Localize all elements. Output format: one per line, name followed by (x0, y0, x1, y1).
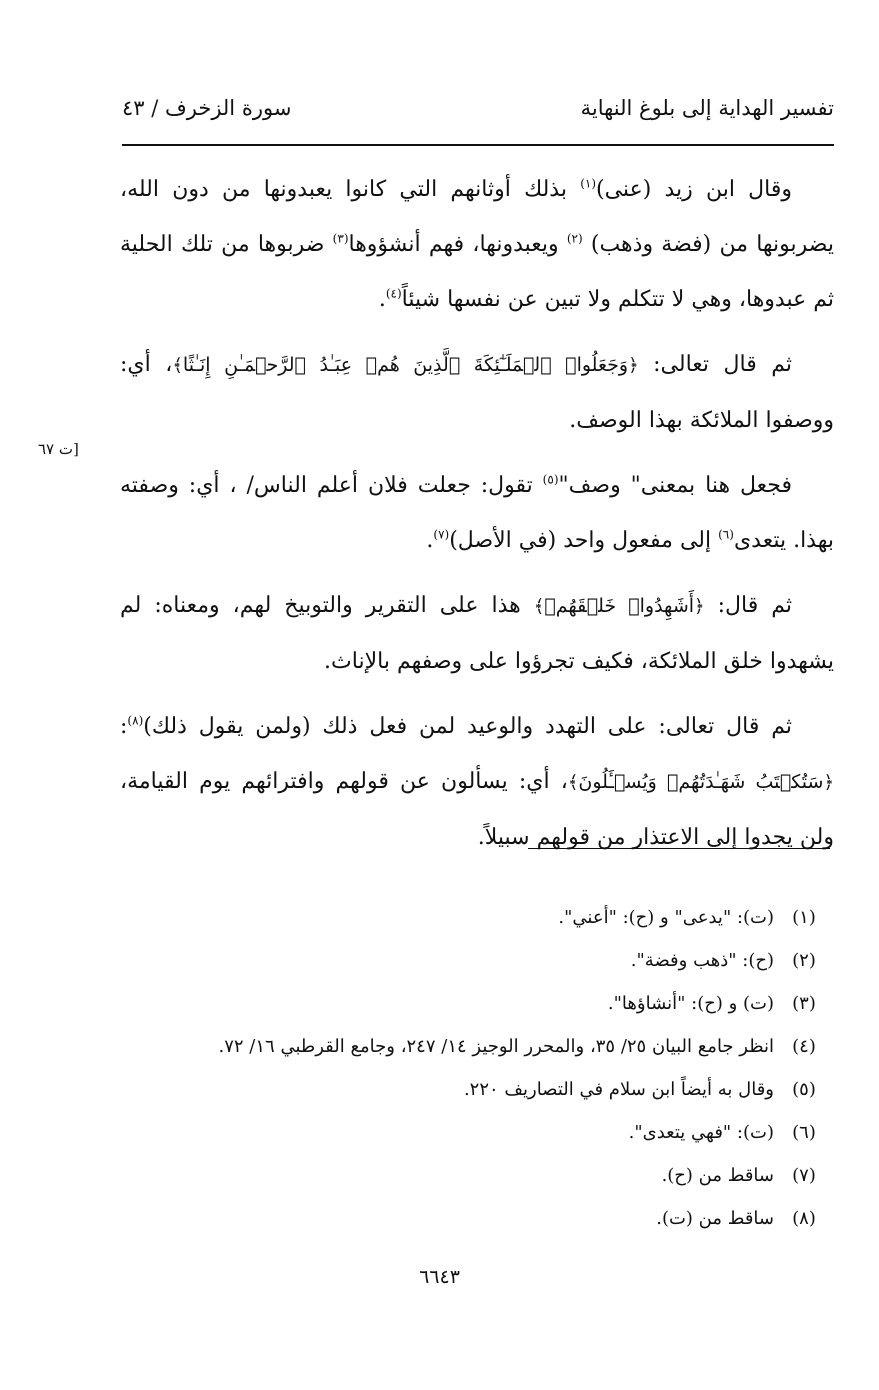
text-segment: ، أي: يسألون عن قولهم وافترائهم يوم القيامة، ولن يجدوا إلى الاعتذار من قولهم سبيلاً. (120, 769, 834, 850)
quran-verse: أَشَهِدُوا۟ خَلۡقَهُمۡ (544, 595, 695, 617)
footnote-text: (ح): "ذهب وفضة". (630, 950, 774, 971)
text-segment: ثم قال تعالى: على التهدد والوعيد لمن فعل ذلك (ولمن يقول ذلك) (143, 714, 792, 739)
page-number: ٦٦٤٣ (419, 1266, 460, 1288)
footnote-ref[interactable]: (١) (580, 176, 597, 191)
footnote-separator (528, 848, 830, 849)
text-segment: بذلك أوثانهم التي كانوا يعبدونها من دون الله، يضربونها من (فضة وذهب) (120, 177, 835, 257)
footnote-text: ساقط من (ح). (661, 1165, 774, 1186)
text-segment: ثم قال: (704, 593, 792, 618)
footnote-text: ساقط من (ت). (656, 1208, 774, 1229)
footnote (120, 1197, 834, 1240)
footnote-text: انظر جامع البيان ٢٥/ ٣٥، والمحرر الوجيز ١٤/ ٢٤٧، وجامع القرطبي ١٦/ ٧٢. (218, 1036, 774, 1057)
quran-open-bracket: ﴿ (628, 355, 639, 376)
quran-open-bracket: ﴿ (823, 772, 834, 793)
text-segment: ثم قال تعالى: (638, 352, 793, 377)
text-segment: إلى مفعول واحد (في الأصل) (449, 528, 719, 553)
footnote-ref[interactable]: (٦) (718, 527, 734, 542)
footnote-ref[interactable]: (٥) (542, 472, 559, 487)
footnote (120, 1111, 834, 1154)
text-segment: وقال ابن زيد (عنى) (596, 177, 792, 202)
footnote-ref[interactable]: (٤) (385, 286, 402, 301)
running-header (122, 96, 834, 130)
quran-verse: وَجَعَلُوا۟ ٱلۡمَلَـٰٓئِكَةَ ٱلَّذِينَ هُمۡ عِبَـٰدُ ٱلرَّحۡمَـٰنِ إِنَـٰثًا (182, 354, 629, 376)
text-segment: فجعل هنا بمعنى" وصف" (558, 473, 792, 498)
quran-close-bracket: ﴾ (567, 772, 579, 793)
footnote-number: (١) (792, 907, 816, 928)
footnote-ref[interactable]: (٧) (433, 527, 450, 542)
quran-verse: سَتُكۡتَبُ شَهَـٰدَتُهُمۡ وَيُسۡـَٔلُونَ (578, 771, 824, 793)
footnote-number: (٨) (792, 1208, 816, 1229)
main-text (120, 162, 834, 875)
footnote (120, 896, 834, 939)
manuscript-margin-note: [ت ٦٧ (38, 440, 79, 458)
text-segment: : (120, 714, 128, 739)
paragraph-5 (120, 699, 834, 865)
footnote (120, 1025, 834, 1068)
footnote-text: وقال به أيضاً ابن سلام في التصاريف ٢٢٠. (463, 1079, 774, 1100)
quran-close-bracket: ﴾ (533, 596, 545, 617)
text-segment: . (378, 287, 386, 312)
footnote-number: (٥) (792, 1079, 816, 1100)
book-title: تفسير الهداية إلى بلوغ النهاية (580, 96, 834, 120)
footnote-ref[interactable]: (٢) (566, 231, 583, 246)
text-segment: ، أي: ووصفوا الملائكة بهذا الوصف. (120, 352, 834, 433)
footnote-number: (٤) (792, 1036, 816, 1057)
footnote (120, 1068, 834, 1111)
text-segment: ويعبدونها، فهم أنشؤوها (348, 232, 567, 257)
footnotes (120, 896, 834, 1240)
footnote-text: (ت): "فهي يتعدى". (628, 1122, 774, 1143)
footnote-text: (ت) و (ح): "أنشاؤها". (607, 993, 774, 1014)
quran-close-bracket: ﴾ (172, 355, 183, 376)
footnote-number: (٣) (792, 993, 816, 1014)
text-segment: . (426, 528, 434, 553)
paragraph-2 (120, 337, 834, 448)
quran-open-bracket: ﴿ (694, 596, 705, 617)
footnote-ref[interactable]: (٨) (127, 713, 144, 728)
footnote (120, 982, 834, 1025)
footnote-ref[interactable]: (٣) (332, 231, 349, 246)
text-segment: ضربوها من تلك الحلية ثم عبدوها، وهي لا تتكلم ولا تبين عن نفسها شيئاً (120, 232, 834, 312)
surah-page-label: سورة الزخرف / ٤٣ (122, 96, 292, 120)
paragraph-3 (120, 458, 834, 568)
footnote-number: (٦) (792, 1122, 816, 1143)
paragraph-4 (120, 578, 834, 689)
text-segment: هذا على التقرير والتوبيخ لهم، ومعناه: لم يشهدوا خلق الملائكة، فكيف تجرؤوا على وصفهم بالإناث. (120, 593, 834, 674)
header-rule (122, 144, 834, 146)
footnote (120, 939, 834, 982)
footnote-number: (٢) (792, 950, 816, 971)
footnote (120, 1154, 834, 1197)
footnote-number: (٧) (792, 1165, 816, 1186)
paragraph-1 (120, 162, 834, 327)
footnote-text: (ت): "يدعى" و (ح): "أعني". (558, 907, 774, 928)
text-segment: تقول: جعلت فلان أعلم الناس/ ، أي: وصفته بهذا. يتعدى (120, 473, 834, 553)
